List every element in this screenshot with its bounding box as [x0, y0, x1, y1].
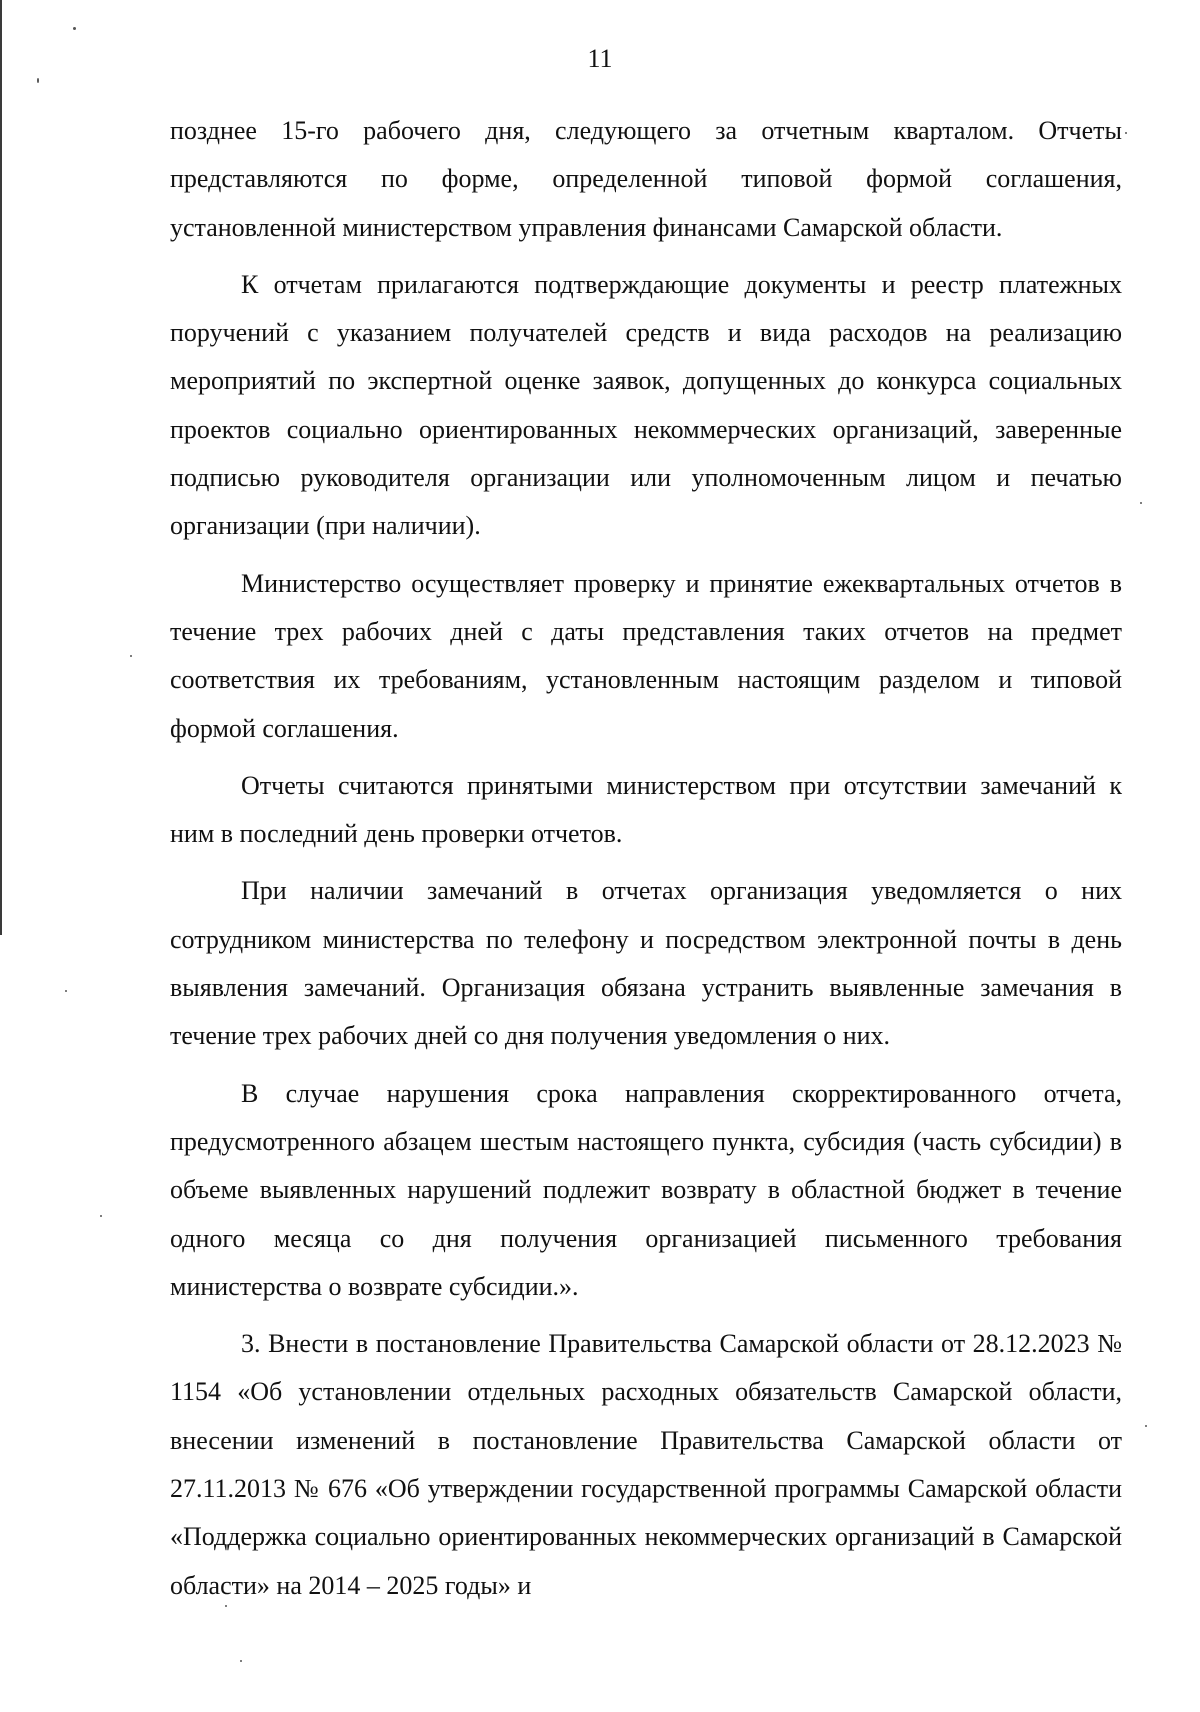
paragraph-subsidy-return: В случае нарушения срока направления скорректированного отчета, предусмотренного абзацем шестым настоящего пункта, субсидия (часть субсидии) в объеме выявленных нарушений подлежит возврату в областной бюджет в течение одного месяца со дня получения организацией письменного требования министерства о возврате субсидии.».	[170, 1078, 1122, 1301]
scan-left-edge	[0, 0, 2, 935]
scan-speck	[1125, 132, 1127, 134]
scan-speck	[1140, 502, 1142, 504]
paragraph-remarks-notification: При наличии замечаний в отчетах организация уведомляется о них сотрудником министерства по телефону и посредством электронной почты в день выявления замечаний. Организация обязана устранить выявленные замечания в течение трех рабочих дней со дня получения уведомления о них.	[170, 876, 1122, 1051]
scan-speck	[37, 78, 39, 83]
paragraph-reports-accepted: Отчеты считаются принятыми министерством при отсутствии замечаний к ним в последний день проверки отчетов.	[170, 770, 1122, 849]
scan-speck	[100, 1215, 102, 1217]
scan-speck	[240, 1660, 242, 1662]
paragraph-ministry-review: Министерство осуществляет проверку и принятие ежеквартальных отчетов в течение трех рабочих дней с даты представления таких отчетов на предмет соответствия их требованиям, установленным настоящим разделом и типовой формой соглашения.	[170, 568, 1122, 743]
scan-speck	[1145, 1425, 1147, 1427]
paragraph-amend-resolution: 3. Внести в постановление Правительства Самарской области от 28.12.2023 № 1154 «Об установлении отдельных расходных обязательств Самарской области, внесении изменений в постановление Правительства Самарской области от 27.11.2013 № 676 «Об утверждении государственной программы Самарской области «Поддержка социально ориентированных некоммерческих организаций в Самарской области» на 2014 – 2025 годы» и	[170, 1329, 1122, 1600]
page-number: 11	[587, 44, 613, 73]
scan-speck	[65, 990, 67, 992]
paragraph-attached-documents: К отчетам прилагаются подтверждающие документы и реестр платежных поручений с указанием получателей средств и вида расходов на реализацию мероприятий по экспертной оценке заявок, допущенных до конкурса социальных проектов социально ориентированных некоммерческих организаций, заверенные подписью руководителя организации или уполномоченным лицом и печатью организации (при наличии).	[170, 269, 1122, 541]
scan-speck	[73, 27, 76, 30]
paragraph-reporting-deadline: позднее 15-го рабочего дня, следующего за отчетным кварталом. Отчеты представляются по форме, определенной типовой формой соглашения, установленной министерством управления финансами Самарской области.	[170, 116, 1122, 242]
scan-speck	[130, 655, 132, 657]
document-body	[170, 107, 1122, 1619]
